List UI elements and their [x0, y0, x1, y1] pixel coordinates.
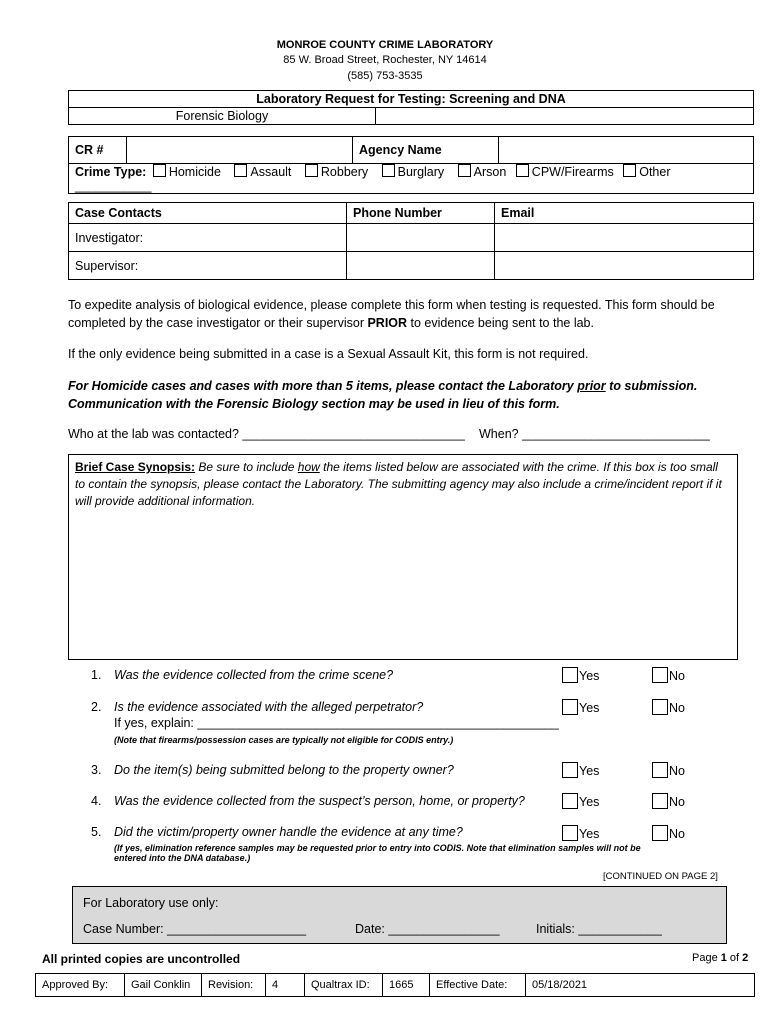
sak-paragraph: If the only evidence being submitted in a case is a Sexual Assault Kit, this form is not required.	[68, 347, 589, 361]
question-1: Was the evidence collected from the crime scene?	[114, 668, 394, 682]
checkbox-icon	[562, 793, 578, 809]
q5-no-checkbox[interactable]: No	[652, 825, 685, 841]
agency-label: Agency Name	[353, 137, 499, 164]
q3-no-checkbox[interactable]: No	[652, 762, 685, 778]
intro-paragraph: To expedite analysis of biological evidence, please complete this form when testing is requested. This form should be completed by the case investigator or their supervisor PRIOR to evidence being sent to the lab.	[68, 298, 715, 330]
q1-yes-checkbox[interactable]: Yes	[562, 667, 599, 683]
checkbox-icon	[153, 164, 166, 177]
lab-case-number[interactable]: Case Number: ____________________	[83, 922, 307, 936]
cr-label: CR #	[69, 137, 127, 164]
lab-use-box	[72, 886, 727, 944]
lab-phone: (585) 753-3535	[347, 70, 423, 82]
q2-note: (Note that firearms/possession cases are typically not eligible for CODIS entry.)	[114, 735, 454, 745]
checkbox-icon	[562, 699, 578, 715]
form-title: Laboratory Request for Testing: Screening and DNA	[69, 91, 754, 108]
question-number: 4.	[91, 794, 102, 808]
crime-type-row	[69, 164, 754, 194]
when-question[interactable]: When? ___________________________	[479, 427, 710, 441]
supervisor-email[interactable]	[495, 252, 754, 280]
section-blank-cell[interactable]	[376, 108, 754, 125]
question-number: 2.	[91, 700, 102, 714]
lab-name: MONROE COUNTY CRIME LABORATORY	[276, 39, 494, 51]
qualtrax-label: Qualtrax ID:	[305, 974, 383, 997]
question-number: 3.	[91, 763, 102, 777]
checkbox-icon	[623, 164, 636, 177]
crime-type-assault[interactable]: Assault	[234, 165, 291, 179]
crime-type-robbery[interactable]: Robbery	[305, 165, 368, 179]
crime-type-cpw[interactable]: CPW/Firearms	[516, 165, 614, 179]
checkbox-icon	[234, 164, 247, 177]
crime-type-homicide[interactable]: Homicide	[153, 165, 221, 179]
q1-no-checkbox[interactable]: No	[652, 667, 685, 683]
q2-no-checkbox[interactable]: No	[652, 699, 685, 715]
checkbox-icon	[562, 825, 578, 841]
phone-header: Phone Number	[347, 203, 495, 224]
revision-value: 4	[266, 974, 305, 997]
q2-yes-checkbox[interactable]: Yes	[562, 699, 599, 715]
lab-contact-question[interactable]: Who at the lab was contacted? ________________________________	[68, 427, 465, 441]
question-number: 5.	[91, 825, 102, 839]
checkbox-icon	[652, 699, 668, 715]
crime-type-other[interactable]: Other ___________	[75, 165, 671, 193]
question-number: 1.	[91, 668, 102, 682]
continued-note: [CONTINUED ON PAGE 2]	[603, 871, 718, 882]
question-3: Do the item(s) being submitted belong to the property owner?	[114, 763, 454, 777]
investigator-email[interactable]	[495, 224, 754, 252]
checkbox-icon	[516, 164, 529, 177]
supervisor-label[interactable]: Supervisor:	[69, 252, 347, 280]
agency-field[interactable]	[499, 137, 754, 164]
crime-type-label: Crime Type:	[75, 165, 147, 179]
q4-no-checkbox[interactable]: No	[652, 793, 685, 809]
question-5: Did the victim/property owner handle the evidence at any time?	[114, 825, 463, 839]
q5-yes-checkbox[interactable]: Yes	[562, 825, 599, 841]
lab-date[interactable]: Date: ________________	[355, 922, 500, 936]
homicide-notice: For Homicide cases and cases with more than 5 items, please contact the Laboratory prior to submission. Communication with the Forensic Biology section may be used in lieu of this form.	[68, 379, 698, 411]
q5-note: (If yes, elimination reference samples may be requested prior to entry into CODIS. Note that elimination samples will not be entered into the DNA database.)	[114, 843, 641, 863]
synopsis-box[interactable]: Brief Case Synopsis: Be sure to include how the items listed below are associated with the crime. If this box is too small to contain the synopsis, please contact the Laboratory. The submitting agency may also include a crime/incident report if it will provide additional information.	[68, 454, 738, 660]
crime-type-burglary[interactable]: Burglary	[382, 165, 445, 179]
question-2: Is the evidence associated with the alleged perpetrator?	[114, 700, 424, 714]
lab-address: 85 W. Broad Street, Rochester, NY 14614	[283, 54, 487, 66]
section-name: Forensic Biology	[69, 108, 376, 125]
investigator-phone[interactable]	[347, 224, 495, 252]
checkbox-icon	[562, 762, 578, 778]
revision-label: Revision:	[202, 974, 266, 997]
q3-yes-checkbox[interactable]: Yes	[562, 762, 599, 778]
checkbox-icon	[305, 164, 318, 177]
case-table	[68, 136, 754, 194]
investigator-label[interactable]: Investigator:	[69, 224, 347, 252]
title-table	[68, 90, 754, 125]
page-indicator: Page 1 of 2	[692, 952, 749, 964]
uncontrolled-notice: All printed copies are uncontrolled	[42, 952, 241, 966]
cr-field[interactable]	[127, 137, 353, 164]
email-header: Email	[495, 203, 754, 224]
q4-yes-checkbox[interactable]: Yes	[562, 793, 599, 809]
supervisor-phone[interactable]	[347, 252, 495, 280]
checkbox-icon	[652, 667, 668, 683]
checkbox-icon	[562, 667, 578, 683]
approved-by-value: Gail Conklin	[125, 974, 202, 997]
crime-type-arson[interactable]: Arson	[458, 165, 507, 179]
lab-initials[interactable]: Initials: ____________	[536, 922, 662, 936]
q2-explain-field[interactable]: If yes, explain: ____________________________________________________	[114, 716, 559, 730]
checkbox-icon	[458, 164, 471, 177]
lab-use-title: For Laboratory use only:	[83, 896, 219, 910]
contacts-header: Case Contacts	[69, 203, 347, 224]
checkbox-icon	[382, 164, 395, 177]
checkbox-icon	[652, 825, 668, 841]
question-4: Was the evidence collected from the suspect’s person, home, or property?	[114, 794, 525, 808]
contacts-table	[68, 202, 754, 280]
checkbox-icon	[652, 793, 668, 809]
checkbox-icon	[652, 762, 668, 778]
footer-table	[35, 973, 755, 997]
approved-by-label: Approved By:	[36, 974, 125, 997]
qualtrax-value: 1665	[383, 974, 430, 997]
effective-date-label: Effective Date:	[430, 974, 526, 997]
effective-date-value: 05/18/2021	[526, 974, 755, 997]
